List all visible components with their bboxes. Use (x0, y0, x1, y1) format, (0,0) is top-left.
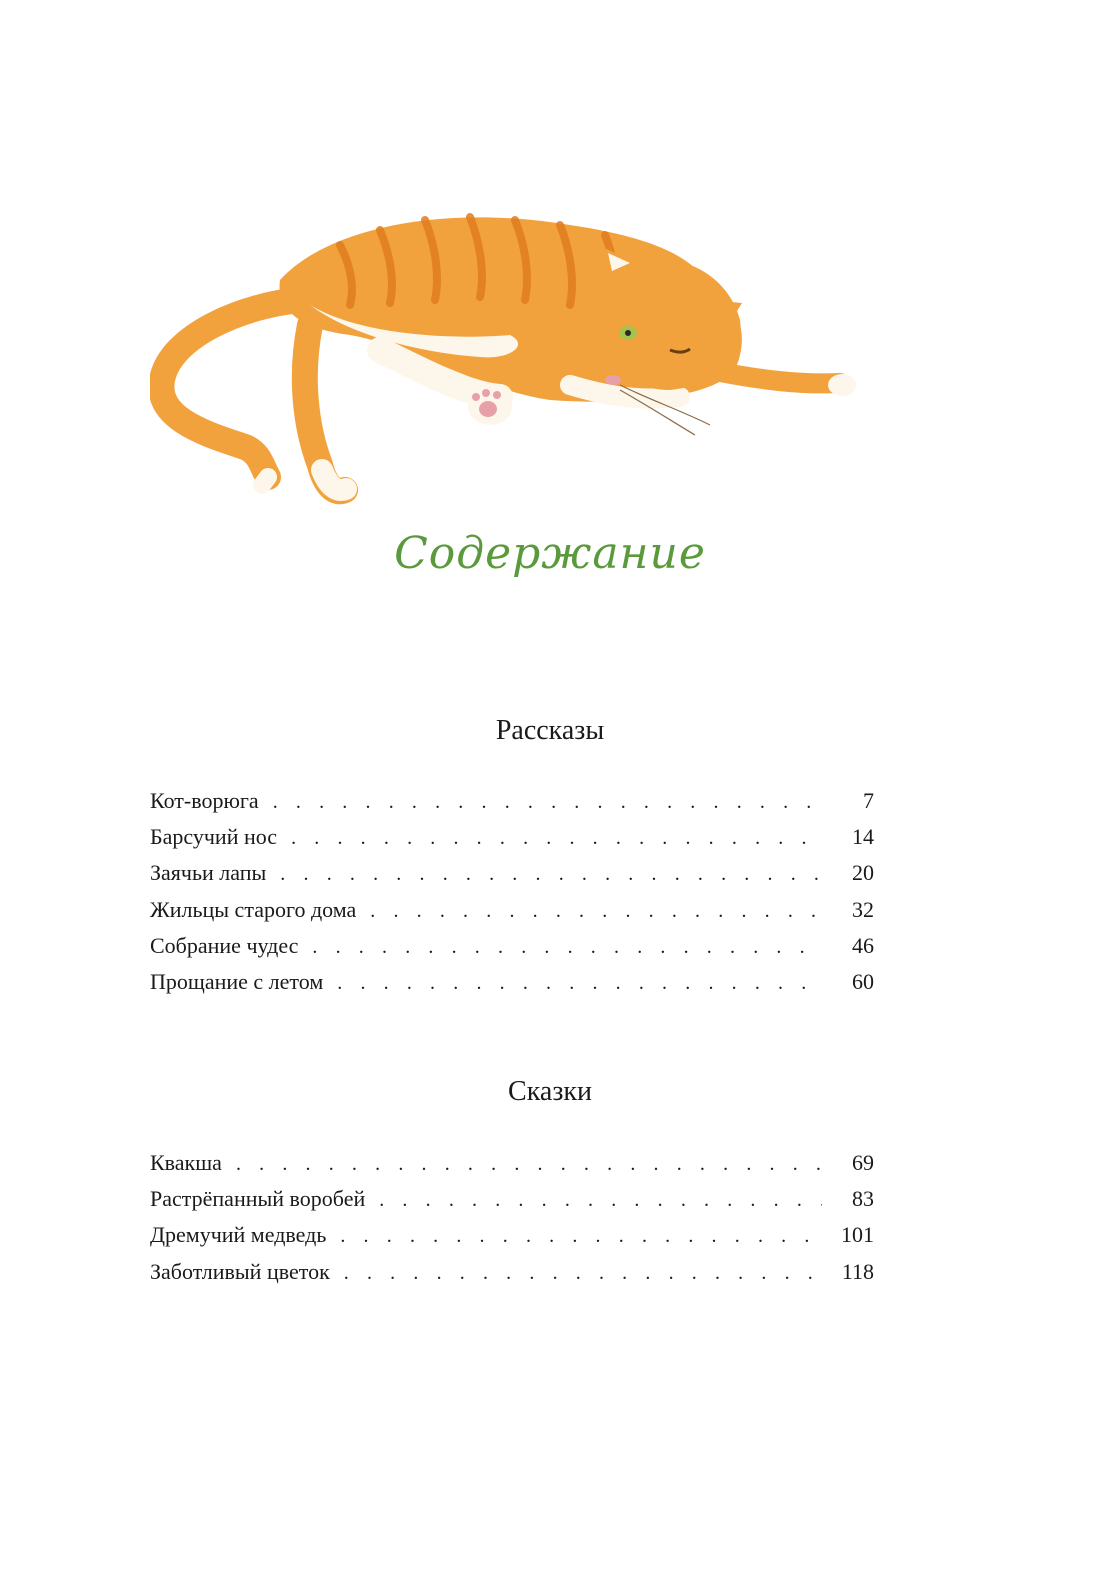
dot-leader (370, 900, 822, 923)
entry-page-number: 101 (841, 1222, 874, 1248)
entry-title: Жильцы старого дома (150, 896, 357, 922)
toc-entry[interactable] (150, 860, 874, 896)
dot-leader (280, 863, 822, 886)
entry-page-number: 7 (863, 788, 874, 813)
section-heading-stories: Рассказы (495, 715, 605, 746)
dot-leader (337, 972, 822, 995)
toc-stories (150, 788, 874, 1005)
page-title: Содержание (394, 528, 706, 579)
entry-title: Собрание чудес (150, 932, 299, 958)
dot-leader (273, 791, 822, 814)
entry-page-number: 32 (852, 896, 874, 922)
entry-title: Дремучий медведь (150, 1222, 327, 1248)
entry-title: Заячьи лапы (150, 860, 267, 886)
dot-leader (340, 1225, 822, 1248)
toc-entry[interactable] (150, 824, 874, 860)
entry-page-number: 83 (852, 1186, 874, 1212)
entry-title: Растрёпанный воробей (150, 1186, 366, 1212)
toc-entry[interactable] (150, 1150, 874, 1186)
sleeping-cat-illustration (150, 185, 870, 515)
toc-entry[interactable] (150, 897, 874, 933)
section-heading-tales: Сказки (508, 1076, 592, 1107)
entry-title: Барсучий нос (150, 824, 278, 850)
entry-title: Кот-ворюга (150, 788, 259, 813)
dot-leader (291, 827, 822, 850)
toc-entry[interactable] (150, 788, 874, 824)
dot-leader (236, 1153, 822, 1176)
entry-page-number: 46 (852, 932, 874, 958)
dot-leader (344, 1262, 822, 1285)
toc-entry[interactable] (150, 1259, 874, 1295)
toc-entry[interactable] (150, 1186, 874, 1222)
entry-page-number: 20 (852, 860, 874, 886)
toc-entry[interactable] (150, 969, 874, 1005)
entry-title: Квакша (150, 1150, 222, 1175)
dot-leader (312, 936, 822, 959)
toc-entry[interactable] (150, 933, 874, 969)
dot-leader (379, 1189, 822, 1212)
entry-title: Заботливый цветок (150, 1258, 330, 1284)
entry-page-number: 14 (852, 824, 874, 850)
entry-page-number: 60 (852, 968, 874, 994)
entry-title: Прощание с летом (150, 968, 324, 994)
entry-page-number: 69 (852, 1150, 874, 1175)
toc-entry[interactable] (150, 1222, 874, 1258)
toc-tales (150, 1150, 874, 1295)
entry-page-number: 118 (841, 1258, 874, 1284)
